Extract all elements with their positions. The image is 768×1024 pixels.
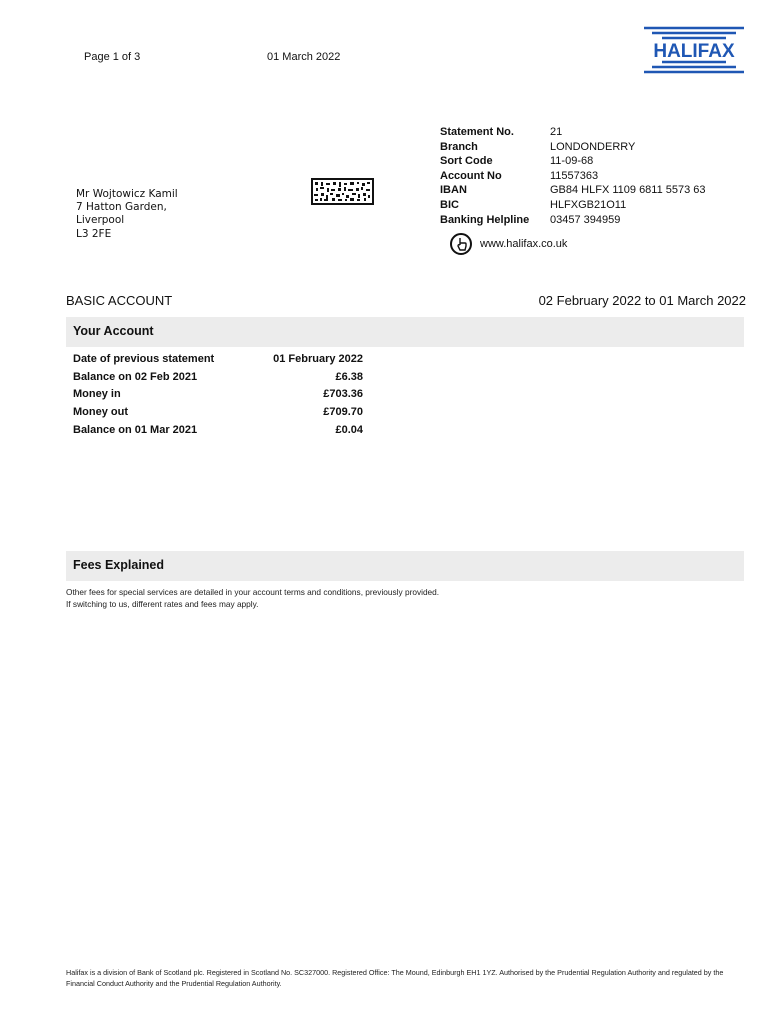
statement-date: 01 March 2022 [267, 51, 341, 63]
info-row [440, 140, 706, 155]
info-label: Branch [440, 140, 478, 153]
fees-line: Other fees for special services are detailed in your account terms and conditions, previously provided. [66, 587, 440, 597]
summary-value: 01 February 2022 [273, 353, 363, 365]
info-value: 03457 394959 [550, 213, 621, 226]
summary-value: £6.38 [335, 370, 363, 383]
info-label: Account No [440, 169, 502, 182]
address-line: Mr Wojtowicz Kamil [76, 188, 178, 200]
customer-address [76, 188, 178, 241]
info-row [440, 125, 706, 140]
summary-value: £0.04 [335, 423, 363, 436]
datamatrix-barcode [311, 178, 374, 205]
summary-value: £709.70 [323, 406, 363, 419]
account-summary [73, 351, 363, 440]
fees-line: If switching to us, different rates and fees may apply. [66, 598, 259, 609]
summary-row [73, 386, 363, 404]
info-label: IBAN [440, 184, 467, 197]
info-value: LONDONDERRY [550, 140, 636, 153]
address-line: 7 Hatton Garden, [76, 201, 167, 214]
info-row [440, 154, 706, 169]
page-number: Page 1 of 3 [84, 51, 141, 63]
info-label: Statement No. [440, 126, 514, 138]
website-link[interactable] [450, 233, 567, 255]
info-row [440, 183, 706, 198]
summary-label: Date of previous statement [73, 353, 215, 365]
info-label: BIC [440, 198, 459, 211]
your-account-header [66, 317, 744, 347]
section-title: Fees Explained [73, 558, 165, 572]
info-value: GB84 HLFX 1109 6811 5573 63 [550, 184, 706, 197]
touch-hand-icon [450, 233, 472, 255]
statement-info [440, 125, 706, 227]
info-value: HLFXGB21O11 [550, 198, 627, 211]
section-title: Your Account [73, 324, 154, 338]
info-value: 11557363 [550, 169, 599, 182]
summary-label: Balance on 01 Mar 2021 [73, 423, 198, 436]
summary-row [73, 404, 363, 422]
summary-label: Money out [73, 406, 128, 419]
fees-explained-header [66, 551, 744, 581]
summary-label: Money in [73, 388, 121, 401]
website-url[interactable]: www.halifax.co.uk [480, 238, 568, 250]
brand-name: HALIFAX [653, 41, 735, 62]
info-label: Sort Code [440, 155, 493, 168]
summary-row [73, 351, 363, 369]
info-row [440, 169, 706, 184]
info-row [440, 213, 706, 228]
account-type: BASIC ACCOUNT [66, 293, 173, 308]
legal-footer: Halifax is a division of Bank of Scotland plc. Registered in Scotland No. SC327000. Registered Office: The Mound, Edinburgh EH1 1YZ. Authorised by the Prudential Regulation Authority and regulated by the Financial Conduct Authority and the Prudential Regulation Authority. [66, 968, 724, 988]
info-row [440, 198, 706, 213]
statement-period: 02 February 2022 to 01 March 2022 [538, 293, 746, 308]
address-line: Liverpool [76, 214, 125, 227]
info-value: 21 [550, 126, 563, 138]
summary-label: Balance on 02 Feb 2021 [73, 370, 198, 383]
summary-row [73, 369, 363, 387]
fees-text [66, 587, 439, 610]
halifax-logo [644, 26, 744, 74]
info-label: Banking Helpline [440, 213, 530, 226]
summary-row [73, 422, 363, 440]
summary-value: £703.36 [323, 388, 363, 401]
info-value: 11-09-68 [550, 155, 594, 168]
address-line: L3 2FE [76, 227, 112, 240]
